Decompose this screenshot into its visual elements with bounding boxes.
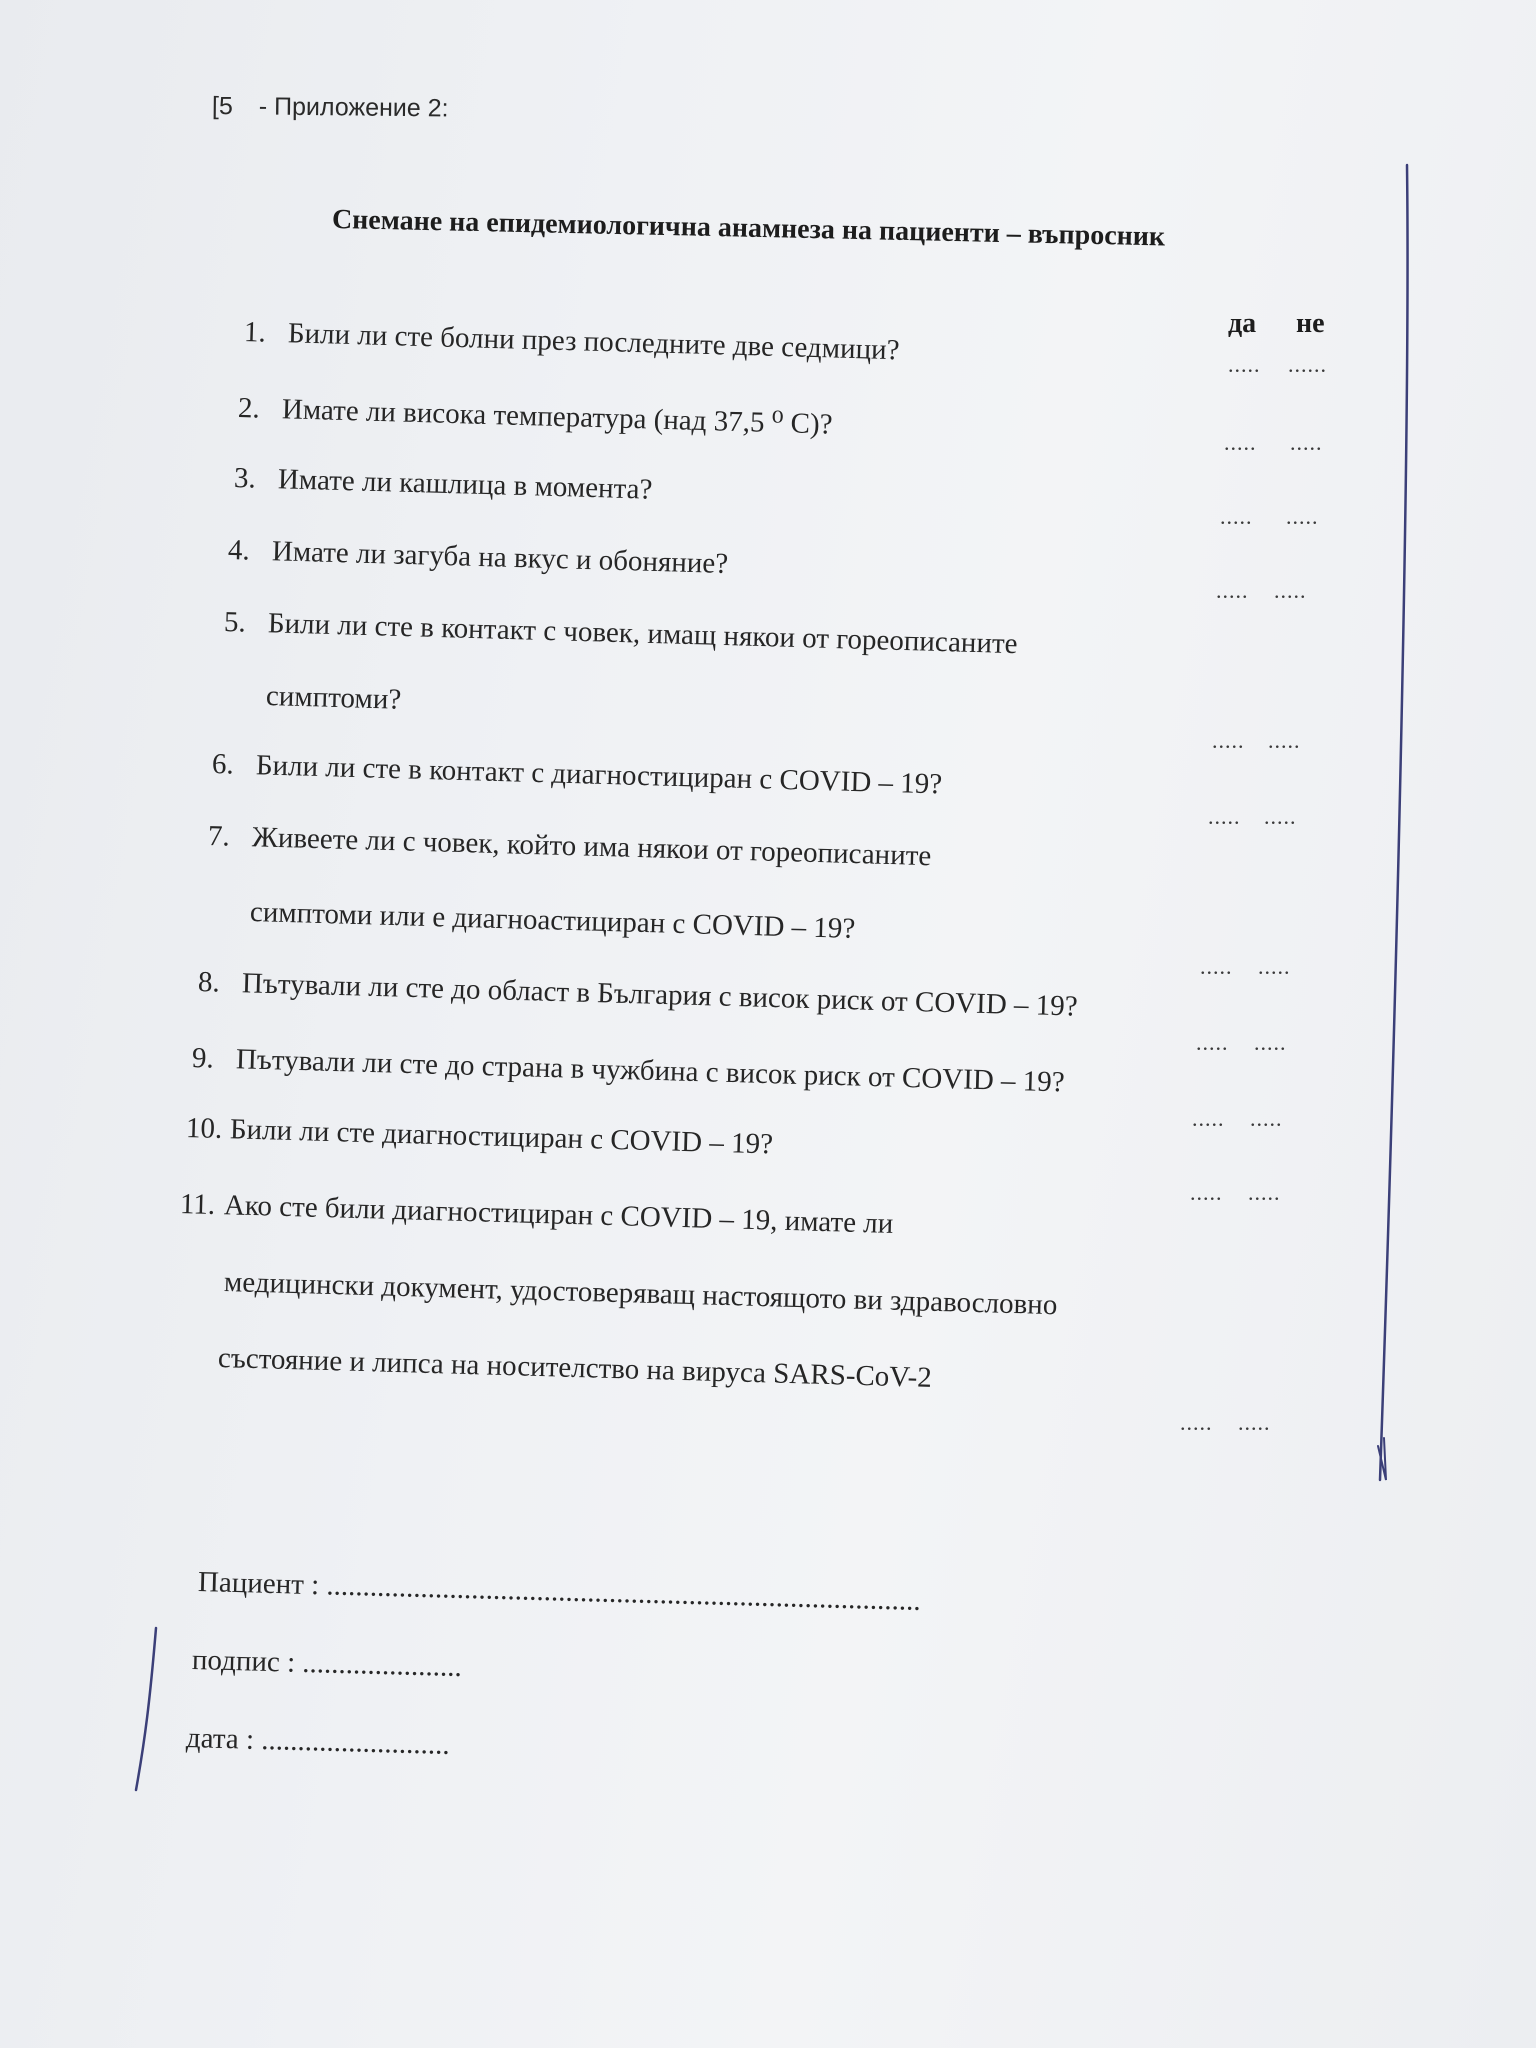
question-number: 2. [237, 392, 261, 425]
answer-yes-blank-7[interactable]: ..... [1200, 954, 1233, 979]
question-number: 6. [211, 748, 235, 781]
answer-yes-blank-5[interactable]: ..... [1212, 728, 1245, 753]
reference-mark: [5 [211, 92, 234, 121]
answer-no-blank-6[interactable]: ..... [1264, 804, 1297, 829]
column-header-yes: да [1228, 308, 1257, 339]
answer-no-blank-4[interactable]: ..... [1274, 578, 1307, 603]
question-text: Имате ли кашлица в момента? [277, 463, 653, 506]
question-7-continuation: симптоми или е диагноастициран с COVID – 19? [249, 896, 856, 945]
answer-yes-blank-10[interactable]: ..... [1190, 1180, 1223, 1205]
answer-yes-blank-3[interactable]: ..... [1220, 504, 1253, 529]
question-text: Пътували ли сте до страна в чужбина с висок риск от COVID – 19? [235, 1043, 1066, 1099]
answer-yes-blank-6[interactable]: ..... [1208, 804, 1241, 829]
answer-no-blank-8[interactable]: ..... [1254, 1030, 1287, 1055]
patient-label: Пациент : [197, 1566, 320, 1602]
pen-margin-line-right [1380, 165, 1408, 1480]
question-number: 5. [223, 606, 247, 639]
patient-line[interactable]: .................................................................................. [326, 1569, 922, 1617]
question-11-continuation: медицински документ, удостоверяващ настоящото ви здравословно [223, 1266, 1058, 1322]
question-number: 1. [243, 316, 267, 349]
answer-no-blank-2[interactable]: ..... [1290, 430, 1323, 455]
answer-no-blank-10[interactable]: ..... [1248, 1180, 1281, 1205]
answer-no-blank-7[interactable]: ..... [1258, 954, 1291, 979]
question-5-continuation: симптоми? [265, 680, 402, 716]
answer-yes-blank-2[interactable]: ..... [1224, 430, 1257, 455]
question-text: Имате ли загуба на вкус и обоняние? [271, 535, 729, 580]
answer-no-blank-5[interactable]: ..... [1268, 728, 1301, 753]
pen-margin-line-left [136, 1628, 156, 1790]
answer-yes-blank-11[interactable]: ..... [1180, 1410, 1213, 1435]
answer-yes-blank-9[interactable]: ..... [1192, 1106, 1225, 1131]
question-text: Имате ли висока температура (над 37,5 ⁰ C)? [281, 393, 833, 441]
question-number: 9. [191, 1042, 215, 1075]
question-text: Били ли сте болни през последните две седмици? [287, 317, 900, 367]
answer-yes-blank-1[interactable]: ..... [1228, 352, 1261, 377]
question-text: Били ли сте в контакт с човек, имащ някои от гореописаните [267, 607, 1018, 661]
answer-yes-blank-4[interactable]: ..... [1216, 578, 1249, 603]
question-text: Били ли сте диагностициран с COVID – 19? [229, 1113, 774, 1161]
appendix-label: - Приложение 2: [258, 92, 449, 123]
date-label: дата : [185, 1722, 255, 1756]
answer-no-blank-3[interactable]: ..... [1286, 504, 1319, 529]
answer-no-blank-1[interactable]: ...... [1288, 352, 1327, 377]
question-11-continuation-2: състояние и липса на носителство на вируса SARS-CoV-2 [217, 1342, 933, 1394]
question-number: 4. [227, 534, 251, 567]
question-number: 7. [207, 820, 231, 853]
answer-yes-blank-8[interactable]: ..... [1196, 1030, 1229, 1055]
signature-label: подпис : [191, 1644, 296, 1679]
column-header-no: не [1296, 308, 1325, 339]
signature-line[interactable]: ...................... [301, 1646, 463, 1684]
question-number: 10. [185, 1112, 223, 1146]
question-number: 3. [233, 462, 257, 495]
question-number: 8. [197, 966, 221, 999]
question-text: Пътували ли сте до област в България с висок риск от COVID – 19? [241, 967, 1079, 1023]
page-title: Снемане на епидемиологична анамнеза на пациенти – въпросник [331, 204, 1166, 253]
date-line[interactable]: .......................... [260, 1723, 451, 1761]
question-text: Живеете ли с човек, който има някои от гореописаните [251, 821, 932, 873]
question-text: Били ли сте в контакт с диагностициран с COVID – 19? [255, 749, 943, 801]
answer-no-blank-11[interactable]: ..... [1238, 1410, 1271, 1435]
answer-no-blank-9[interactable]: ..... [1250, 1106, 1283, 1131]
question-text: Ако сте били диагностициран с COVID – 19, имате ли [223, 1189, 894, 1240]
question-number: 11. [179, 1188, 216, 1221]
